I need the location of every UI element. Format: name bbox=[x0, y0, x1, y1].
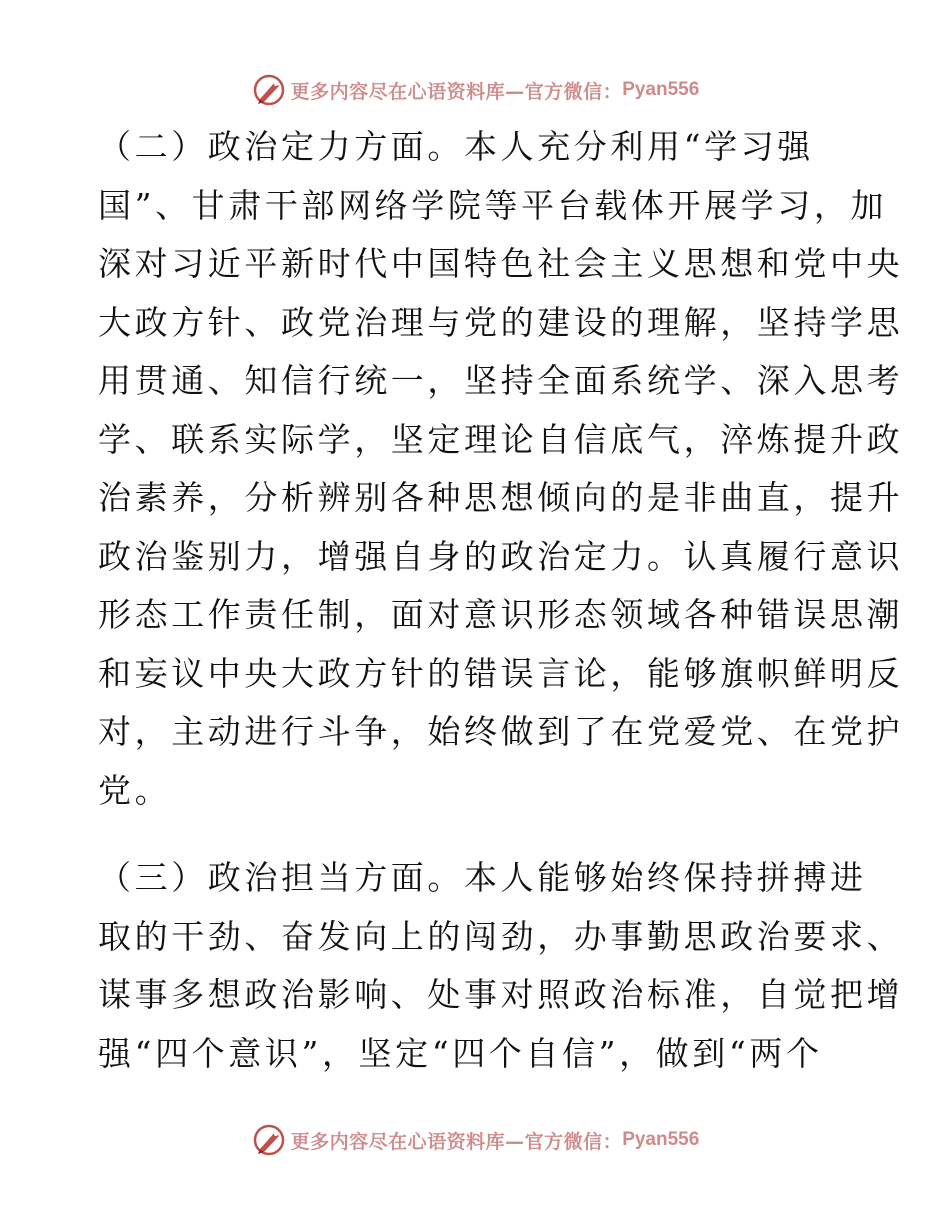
text-line: 形态工作责任制，面对意识形态领域各种错误思潮 bbox=[98, 595, 904, 634]
pen-logo-icon bbox=[251, 72, 287, 108]
text-line: 大政方针、政党治理与党的建设的理解，坚持学思 bbox=[98, 302, 904, 342]
watermark-text: 更多内容尽在心语资料库—官方微信： bbox=[290, 80, 623, 103]
text-line: 政治鉴别力，增强自身的政治定力。认真履行意识 bbox=[98, 536, 904, 576]
footer-watermark bbox=[0, 1120, 950, 1160]
watermark-wechat-id: Pyan556 bbox=[622, 1129, 700, 1150]
text-line: 学、联系实际学，坚定理论自信底气，淬炼提升政 bbox=[98, 419, 904, 459]
document-body bbox=[98, 118, 904, 1083]
text-line: 谋事多想政治影响、处事对照政治标准，自觉把增 bbox=[98, 975, 904, 1014]
text-line: 用贯通、知信行统一，坚持全面系统学、深入思考 bbox=[98, 361, 904, 400]
paragraph-political-focus bbox=[98, 118, 904, 820]
watermark-wechat-id: Pyan556 bbox=[622, 79, 700, 100]
watermark-text: 更多内容尽在心语资料库—官方微信： bbox=[290, 1130, 623, 1153]
header-watermark bbox=[0, 70, 950, 110]
text-line: 取的干劲、奋发向上的闯劲，办事勤思政治要求、 bbox=[98, 916, 904, 956]
text-line: （三）政治担当方面。本人能够始终保持拼搏进 bbox=[98, 858, 867, 897]
text-line: 深对习近平新时代中国特色社会主义思想和党中央 bbox=[98, 244, 904, 283]
paragraph-political-responsibility bbox=[98, 849, 904, 1083]
text-line: 国”、甘肃干部网络学院等平台载体开展学习，加 bbox=[98, 185, 888, 225]
text-line: 对，主动进行斗争，始终做到了在党爱党、在党护 bbox=[98, 712, 904, 751]
text-line: 强“四个意识”，坚定“四个自信”，做到“两个 bbox=[98, 1033, 823, 1073]
text-line: 党。 bbox=[98, 770, 172, 810]
pen-logo-icon bbox=[251, 1122, 287, 1158]
text-line: 和妄议中央大政方针的错误言论，能够旗帜鲜明反 bbox=[98, 653, 904, 693]
text-line: （二）政治定力方面。本人充分利用“学习强 bbox=[98, 127, 814, 166]
text-line: 治素养，分析辨别各种思想倾向的是非曲直，提升 bbox=[98, 478, 904, 517]
